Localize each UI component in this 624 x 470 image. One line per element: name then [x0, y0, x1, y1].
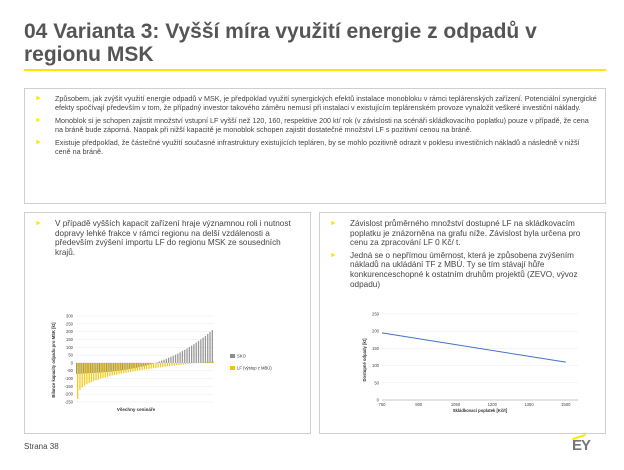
bullet-arrow-icon: ► — [330, 251, 337, 259]
sko-bar — [180, 352, 181, 363]
lf-bar — [139, 363, 140, 370]
lf-bar — [181, 363, 182, 365]
sko-bar — [186, 348, 187, 362]
lf-bar — [102, 363, 103, 378]
lf-bar — [174, 363, 175, 366]
lf-bar — [176, 363, 177, 365]
chart2-ytick-label: 100 — [372, 363, 379, 369]
left-bullet-1 — [33, 219, 302, 257]
chart1-ytick-label: -100 — [64, 376, 73, 382]
chart1-ytick-label: -150 — [64, 383, 73, 389]
chart1-legend — [230, 354, 272, 371]
lf-bar — [137, 363, 138, 371]
chart1-ytick-label: -200 — [64, 391, 73, 397]
lf-bar — [100, 363, 101, 379]
sko-bar — [161, 361, 162, 363]
lf-bar — [183, 363, 184, 365]
lf-bar — [206, 362, 207, 363]
chart1-ytick-label: 250 — [66, 321, 73, 327]
sko-bar — [203, 338, 204, 363]
lf-bar — [192, 363, 193, 364]
top-bullet-2 — [33, 116, 597, 135]
lf-bar — [213, 361, 214, 363]
top-text-box — [24, 88, 606, 204]
lf-bar — [116, 363, 117, 375]
bullet-arrow-icon: ► — [35, 95, 42, 102]
top-bullet-1-text: Způsobem, jak zvýšit využití energie odpadů v MSK, je předpoklad využití synergických efektů instalace monobloku v rámci teplárenských zařízení. Potenciální synergické efekty spočívají především v tom, že případný investor takového záměru nemusí při instalaci v existujícím teplárenském provoze vynaložit veškeré investiční náklady. — [55, 94, 597, 113]
top-bullet-3 — [33, 138, 597, 157]
sko-bar — [163, 360, 164, 363]
lf-bar — [162, 363, 163, 367]
available-waste-chart — [352, 308, 588, 424]
right-bullet-2 — [328, 251, 597, 289]
lf-bar — [84, 363, 85, 386]
left-bullet-1-text: V případě vyšších kapacit zařízení hraje významnou roli i nutnost dopravy lehké frakce v rámci regionu na delší vzdálenosti a především zvýšení importu LF do regionu MSK ze sousedních krajů. — [55, 219, 291, 257]
lf-bar — [91, 363, 92, 382]
chart2-ticks — [372, 312, 571, 408]
sko-bar — [207, 334, 208, 363]
sko-bar — [205, 336, 206, 363]
chart1-ytick-label: 150 — [66, 336, 73, 342]
lf-bar — [98, 363, 99, 380]
lf-bar — [144, 363, 145, 370]
bullet-arrow-icon: ► — [35, 220, 42, 227]
capacity-balance-chart — [36, 308, 286, 424]
chart2-ytick-label: 250 — [372, 311, 379, 317]
top-bullet-3-text: Existuje předpoklad, že částečné využití současné infrastruktury existujících tepláren, by se mohlo pozitivně odrazit v poklesu investičních nákladů a následně v nižší ceně na bráně. — [55, 137, 580, 157]
page-number: Strana 38 — [24, 442, 59, 451]
chart1-ytick-label: 0 — [70, 360, 73, 366]
lf-bar — [160, 363, 161, 367]
sko-bar — [193, 344, 194, 363]
lf-bar — [135, 363, 136, 371]
lf-bar — [148, 363, 149, 369]
lf-bar — [77, 363, 78, 399]
lf-bar — [123, 363, 124, 373]
lf-bar — [132, 363, 133, 372]
lf-bar — [210, 362, 211, 363]
chart2-xlabel: Skládkovací poplatek [Kč/t] — [452, 408, 508, 413]
chart2-ytick-label: 200 — [372, 328, 379, 334]
chart1-ytick-label: 50 — [68, 352, 73, 358]
chart1-ytick-label: 200 — [66, 329, 73, 335]
title-underline — [24, 69, 606, 71]
lf-bar — [153, 363, 154, 368]
lf-bar — [128, 363, 129, 372]
lf-bar — [86, 363, 87, 384]
left-bullet-list — [33, 219, 302, 257]
chart2-xtick-label: 1500 — [561, 402, 571, 407]
lf-bar — [169, 363, 170, 366]
top-bullet-2-text: Monoblok si je schopen zajistit množství vstupní LF vyšší než 120, 160, respektive 200 kt/ rok (v závislosti na scénáři skládkovacího poplatku) pouze v případě, že cena na bráně bude záporná. Naopak při nižší kapacitě je monoblok schopen zajistit dostatečné množství LF s pozitivní cenou na bráně. — [55, 115, 589, 135]
sko-bar — [196, 343, 197, 363]
sko-bar — [209, 332, 210, 363]
chart1-ylabel: Bilance kapacity odpadu pro MSK [kt] — [51, 322, 56, 398]
chart2-xtick-label: 1350 — [524, 402, 534, 407]
chart1-ytick-label: -50 — [66, 368, 73, 374]
lf-bar — [121, 363, 122, 374]
chart2-xtick-label: 1050 — [450, 402, 461, 407]
legend-label-sko: SKO — [237, 353, 246, 359]
lf-bar — [95, 363, 96, 380]
right-bullet-1-text: Závislost průměrného množství dostupné LF na skládkovacím poplatku je znázorněna na grafu níže. Závislost byla určena pro cenu za zpracování LF 0 Kč/ t. — [350, 219, 581, 248]
sko-bar — [200, 339, 201, 363]
lf-bar — [125, 363, 126, 373]
lf-bar — [185, 363, 186, 364]
lf-bar — [79, 363, 80, 390]
lf-bar — [82, 363, 83, 387]
bullet-arrow-icon: ► — [330, 220, 337, 227]
lf-bar — [178, 363, 179, 365]
chart2-grid — [382, 314, 578, 400]
sko-bar — [173, 356, 174, 363]
lf-bar — [167, 363, 168, 366]
chart1-xlabel: Všechny cenináře — [116, 407, 156, 412]
sko-bar — [170, 357, 171, 363]
legend-label-lf: LF (výstup z MBÚ) — [237, 365, 272, 371]
lf-bar — [155, 363, 156, 368]
slide-title: 04 Varianta 3: Vyšší míra využití energie z odpadů v regionu MSK — [24, 20, 537, 66]
bullet-arrow-icon: ► — [35, 116, 42, 124]
lf-bar — [158, 363, 159, 368]
ey-logo: EY — [572, 437, 591, 454]
sko-bar — [189, 347, 190, 363]
lf-bar — [105, 363, 106, 377]
lf-bar — [109, 363, 110, 376]
top-bullet-list — [33, 94, 597, 156]
chart2-xtick-label: 900 — [415, 402, 423, 407]
chart2-xtick-label: 1200 — [487, 402, 497, 407]
lf-bar — [171, 363, 172, 366]
chart1-ytick-label: 100 — [66, 344, 73, 350]
chart2-series-line — [382, 333, 566, 362]
lf-bar — [208, 362, 209, 363]
bullet-arrow-icon: ► — [35, 138, 42, 146]
top-bullet-1 — [33, 94, 597, 113]
lf-bar — [164, 363, 165, 367]
chart2-ytick-label: 50 — [374, 380, 379, 386]
sko-bar — [175, 355, 176, 363]
sko-bar — [168, 358, 169, 363]
chart1-ytick-label: 300 — [66, 313, 73, 319]
lf-bar — [107, 363, 108, 377]
right-bullet-1 — [328, 219, 597, 248]
sko-bar — [177, 354, 178, 363]
sko-bar — [191, 346, 192, 363]
sko-bar — [159, 361, 160, 363]
right-bullet-list — [328, 219, 597, 289]
sko-bar — [166, 359, 167, 363]
chart1-ytick-label: -250 — [64, 399, 73, 405]
chart2-ytick-label: 0 — [376, 397, 379, 403]
lf-bar — [146, 363, 147, 369]
legend-swatch-lf — [230, 366, 235, 370]
lf-bar — [204, 362, 205, 363]
lf-bar — [141, 363, 142, 370]
sko-bar — [198, 341, 199, 363]
lf-bar — [114, 363, 115, 375]
lf-bar — [93, 363, 94, 381]
chart2-xtick-label: 750 — [378, 402, 386, 407]
lf-bar — [187, 363, 188, 364]
chart1-bars — [76, 330, 214, 399]
lf-bar — [130, 363, 131, 372]
sko-bar — [212, 330, 213, 363]
chart2-ylabel: Dostupné odpady [kt] — [362, 338, 367, 382]
lf-bar — [190, 363, 191, 364]
lf-bar — [112, 363, 113, 376]
lf-bar — [118, 363, 119, 374]
chart1-yticks — [65, 314, 74, 405]
lf-bar — [151, 363, 152, 369]
legend-swatch-sko — [230, 354, 235, 358]
right-bullet-2-text: Jedná se o nepřímou úměrnost, která je způsobena zvýšením nákladů na ukládání TF z MBÚ. Ty se tím stávají hůře konkurenceschopné k ostatním druhům projektů (ZEVO, vývoz odpadu) — [350, 250, 578, 289]
sko-bar — [157, 362, 158, 363]
lf-bar — [89, 363, 90, 383]
chart2-ytick-label: 150 — [372, 345, 379, 351]
sko-bar — [184, 350, 185, 363]
sko-bar — [182, 351, 183, 363]
